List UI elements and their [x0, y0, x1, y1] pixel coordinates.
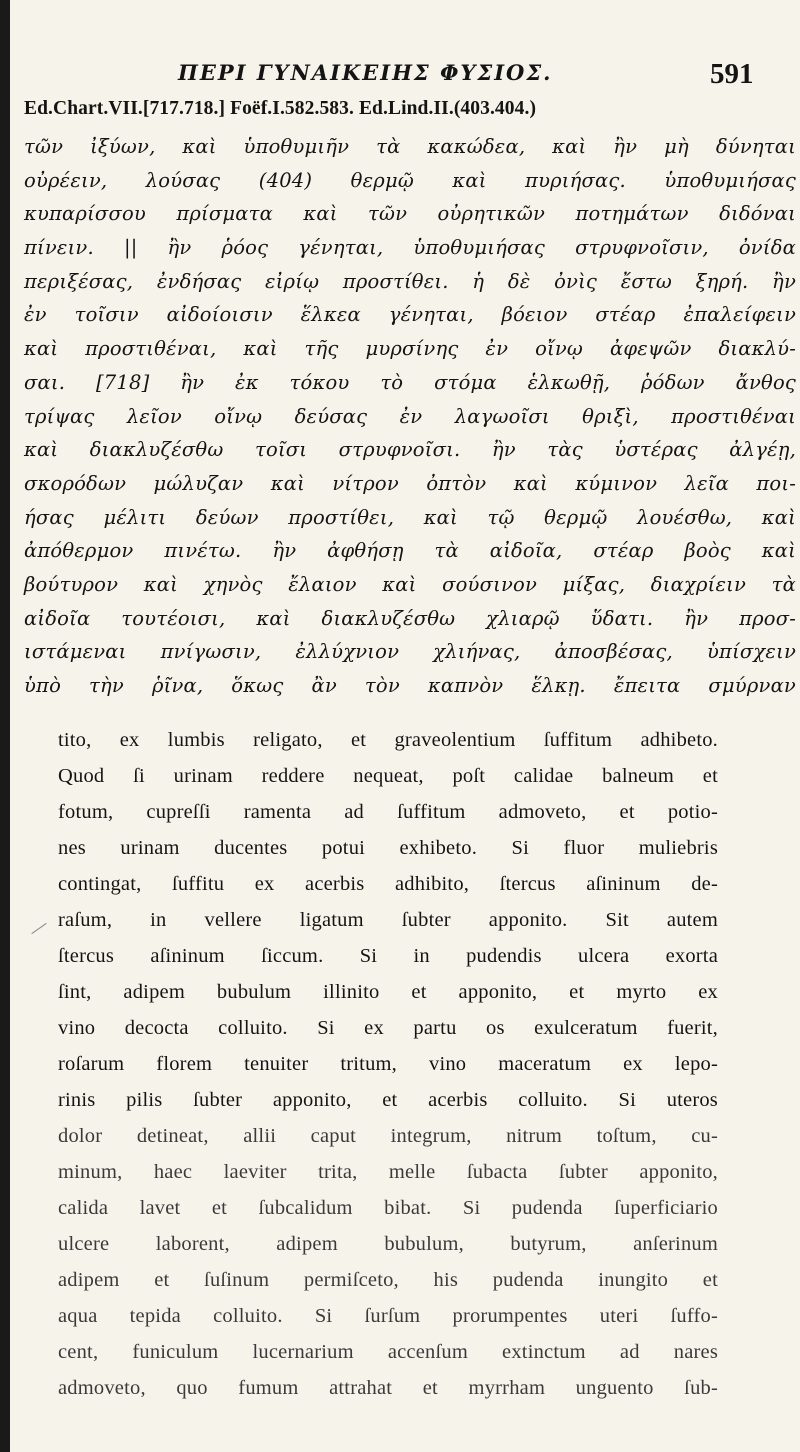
latin-line: nes urinam ducentes potui exhibeto. Si fluor muliebris — [58, 837, 718, 859]
greek-line: καὶ διακλυζέσθω τοῖσι στρυφνοῖσι. ἢν τὰς ὑστέρας ἀλγέῃ, — [24, 438, 796, 462]
greek-line: καὶ προστιθέναι, καὶ τῆς μυρσίνης ἐν οἴνῳ ἀφεψῶν διακλύ- — [24, 337, 796, 361]
latin-line: minum, haec laeviter trita, melle ſubacta ſubter apponito, — [58, 1161, 718, 1183]
running-title: ΠΕΡΙ ΓΥΝΑΙΚΕΙΗΣ ΦΥΣΙΟΣ. — [178, 60, 553, 85]
latin-line: tito, ex lumbis religato, et graveolentium ſuffitum adhibeto. — [58, 729, 718, 751]
greek-line: αἰδοῖα τουτέοισι, καὶ διακλυζέσθω χλιαρῷ ὕδατι. ἢν προσ- — [24, 606, 796, 630]
running-head — [10, 58, 800, 98]
latin-line: Quod ſi urinam reddere nequeat, poſt calidae balneum et — [58, 765, 718, 787]
greek-line: πίνειν. || ἢν ῥόος γένηται, ὑποθυμιήσας στρυφνοῖσιν, ὀνίδα — [24, 236, 796, 260]
latin-line: roſarum florem tenuiter tritum, vino maceratum ex lepo- — [58, 1053, 718, 1075]
greek-line: τῶν ἰξύων, καὶ ὑποθυμιῆν τὰ κακώδεα, καὶ ἢν μὴ δύνηται — [24, 135, 796, 158]
latin-line: dolor detineat, allii caput integrum, nitrum toſtum, cu- — [58, 1125, 718, 1147]
latin-line: raſum, in vellere ligatum ſubter apponito. Sit autem — [58, 909, 718, 931]
greek-line: σκορόδων μώλυζαν καὶ νίτρον ὀπτὸν καὶ κύμινον λεῖα ποι- — [24, 471, 796, 495]
latin-line: ſint, adipem bubulum illinito et apponito, et myrto ex — [58, 981, 718, 1003]
latin-line: contingat, ſuffitu ex acerbis adhibito, ſtercus aſininum de- — [58, 873, 718, 895]
latin-line: ſtercus aſininum ſiccum. Si in pudendis ulcera exorta — [58, 945, 718, 967]
latin-line: vino decocta colluito. Si ex partu os exulceratum fuerit, — [58, 1017, 718, 1039]
greek-text-block — [24, 130, 796, 703]
latin-line: ulcere laborent, adipem bubulum, butyrum, anſerinum — [58, 1233, 718, 1255]
edition-reference-line: Ed.Chart.VII.[717.718.] Foëf.I.582.583. Ed.Lind.II.(403.404.) — [24, 98, 537, 119]
greek-line: ιστάμεναι πνίγωσιν, ἐλλύχνιον χλιήνας, ἀποσβέσας, ὑπίσχειν — [24, 640, 796, 664]
latin-line: cent, funiculum lucernarium accenſum extinctum ad nares — [58, 1341, 718, 1363]
latin-line: aqua tepida colluito. Si ſurſum prorumpentes uteri ſuffo- — [58, 1305, 718, 1327]
greek-line: οὐρέειν, λούσας (404) θερμῷ καὶ πυριήσας. ὑποθυμιήσας — [24, 168, 796, 192]
latin-line: admoveto, quo fumum attrahat et myrrham unguento ſub- — [58, 1377, 718, 1399]
latin-line: adipem et ſuſinum permiſceto, his pudenda inungito et — [58, 1269, 718, 1291]
greek-line: σαι. [718] ἢν ἐκ τόκου τὸ στόμα ἑλκωθῇ, ῥόδων ἄνθος — [24, 370, 796, 394]
greek-line: κυπαρίσσου πρίσματα καὶ τῶν οὐρητικῶν ποτημάτων διδόναι — [24, 202, 796, 226]
book-page — [10, 0, 800, 1452]
page-number: 591 — [710, 58, 754, 90]
latin-line: rinis pilis ſubter apponito, et acerbis colluito. Si uteros — [58, 1089, 718, 1111]
greek-line: περιξέσας, ἐνδήσας εἰρίῳ προστίθει. ἡ δὲ ὀνὶς ἔστω ξηρή. ἢν — [24, 269, 796, 293]
latin-line: fotum, cupreſſi ramenta ad ſuffitum admoveto, et potio- — [58, 801, 718, 823]
latin-text-block — [58, 722, 718, 1406]
margin-pencil-mark — [31, 923, 46, 934]
greek-line: ήσας μέλιτι δεύων προστίθει, καὶ τῷ θερμῷ λουέσθω, καὶ — [24, 505, 796, 529]
greek-line: ὑπὸ τὴν ῥῖνα, ὅκως ἂν τὸν καπνὸν ἕλκῃ. ἔπειτα σμύρναν — [24, 674, 796, 697]
greek-line: ἐν τοῖσιν αἰδοίοισιν ἕλκεα γένηται, βόειον στέαρ ἐπαλείφειν — [24, 303, 796, 327]
latin-line: calida lavet et ſubcalidum bibat. Si pudenda ſuperficiario — [58, 1197, 718, 1219]
greek-line: βούτυρον καὶ χηνὸς ἔλαιον καὶ σούσινον μίξας, διαχρίειν τὰ — [24, 572, 796, 596]
greek-line: τρίψας λεῖον οἴνῳ δεύσας ἐν λαγωοῖσι θριξὶ, προστιθέναι — [24, 404, 796, 428]
greek-line: ἀπόθερμον πινέτω. ἢν ἀφθήσῃ τὰ αἰδοῖα, στέαρ βοὸς καὶ — [24, 539, 796, 563]
